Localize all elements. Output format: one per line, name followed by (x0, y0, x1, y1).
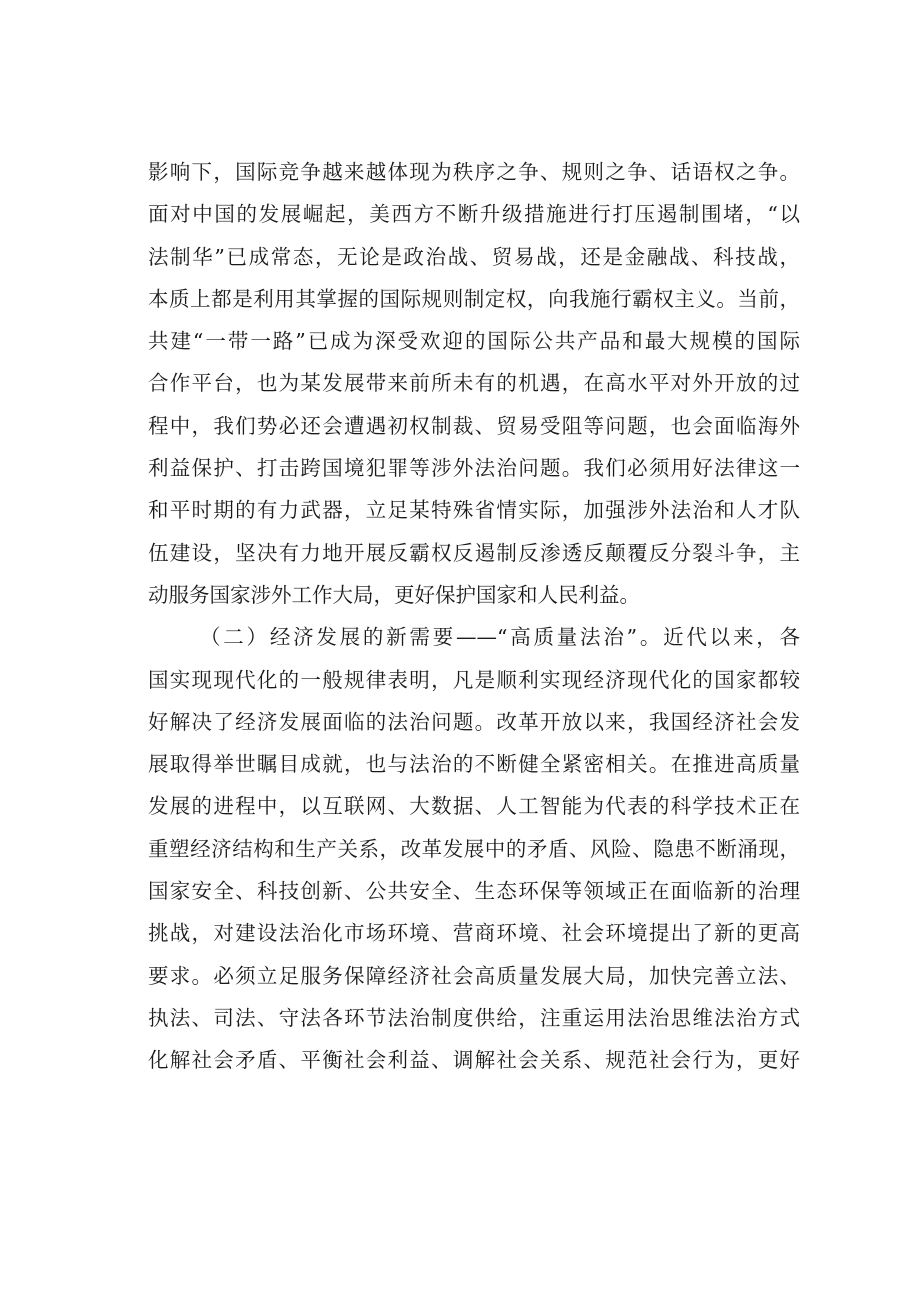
paragraph-2-line: 展取得举世瞩目成就，也与法治的不断健全紧密相关。在推进高质量 (148, 752, 800, 777)
paragraph-1-line: 共建“一带一路”已成为深受欢迎的国际公共产品和最大规模的国际 (148, 329, 800, 354)
paragraph-1-line: 利益保护、打击跨国境犯罪等涉外法治问题。我们必须用好法律这一 (148, 456, 800, 481)
paragraph-1-line: 伍建设，坚决有力地开展反霸权反遏制反渗透反颠覆反分裂斗争，主 (148, 540, 800, 565)
document-body (148, 151, 800, 1082)
paragraph-1-line: 程中，我们势必还会遭遇初权制裁、贸易受阻等问题，也会面临海外 (148, 413, 800, 438)
paragraph-2-line: 重塑经济结构和生产关系，改革发展中的矛盾、风险、隐患不断涌现， (148, 836, 800, 861)
paragraph-2-line: 执法、司法、守法各环节法治制度供给，注重运用法治思维法治方式 (148, 1005, 800, 1030)
paragraph-1-line: 合作平台，也为某发展带来前所未有的机遇，在高水平对外开放的过 (148, 371, 800, 396)
paragraph-2-line: 挑战，对建设法治化市场环境、营商环境、社会环境提出了新的更高 (148, 921, 800, 946)
paragraph-1-line: 本质上都是利用其掌握的国际规则制定权，向我施行霸权主义。当前， (148, 286, 800, 311)
paragraph-2-line: 发展的进程中，以互联网、大数据、人工智能为代表的科学技术正在 (148, 794, 800, 819)
paragraph-2-heading-line: （二）经济发展的新需要——“高质量法治”。近代以来，各 (200, 625, 800, 650)
paragraph-2-line: 好解决了经济发展面临的法治问题。改革开放以来，我国经济社会发 (148, 709, 800, 734)
paragraph-1-line: 动服务国家涉外工作大局，更好保护国家和人民利益。 (148, 582, 640, 607)
paragraph-2-line: 国实现现代化的一般规律表明，凡是顺利实现经济现代化的国家都较 (148, 667, 800, 692)
paragraph-1-line: 影响下，国际竞争越来越体现为秩序之争、规则之争、话语权之争。 (148, 160, 800, 184)
paragraph-1-line: 法制华”已成常态，无论是政治战、贸易战，还是金融战、科技战， (148, 244, 800, 269)
paragraph-1 (148, 151, 800, 616)
paragraph-1-line: 和平时期的有力武器，立足某特殊省情实际，加强涉外法治和人才队 (148, 498, 800, 523)
paragraph-2-line: 化解社会矛盾、平衡社会利益、调解社会关系、规范社会行为，更好 (148, 1048, 800, 1073)
paragraph-2-line: 要求。必须立足服务保障经济社会高质量发展大局，加快完善立法、 (148, 963, 800, 988)
paragraph-2 (148, 616, 800, 1081)
paragraph-1-line: 面对中国的发展崛起，美西方不断升级措施进行打压遏制围堵，“以 (148, 202, 800, 227)
paragraph-2-line: 国家安全、科技创新、公共安全、生态环保等领域正在面临新的治理 (148, 879, 800, 904)
